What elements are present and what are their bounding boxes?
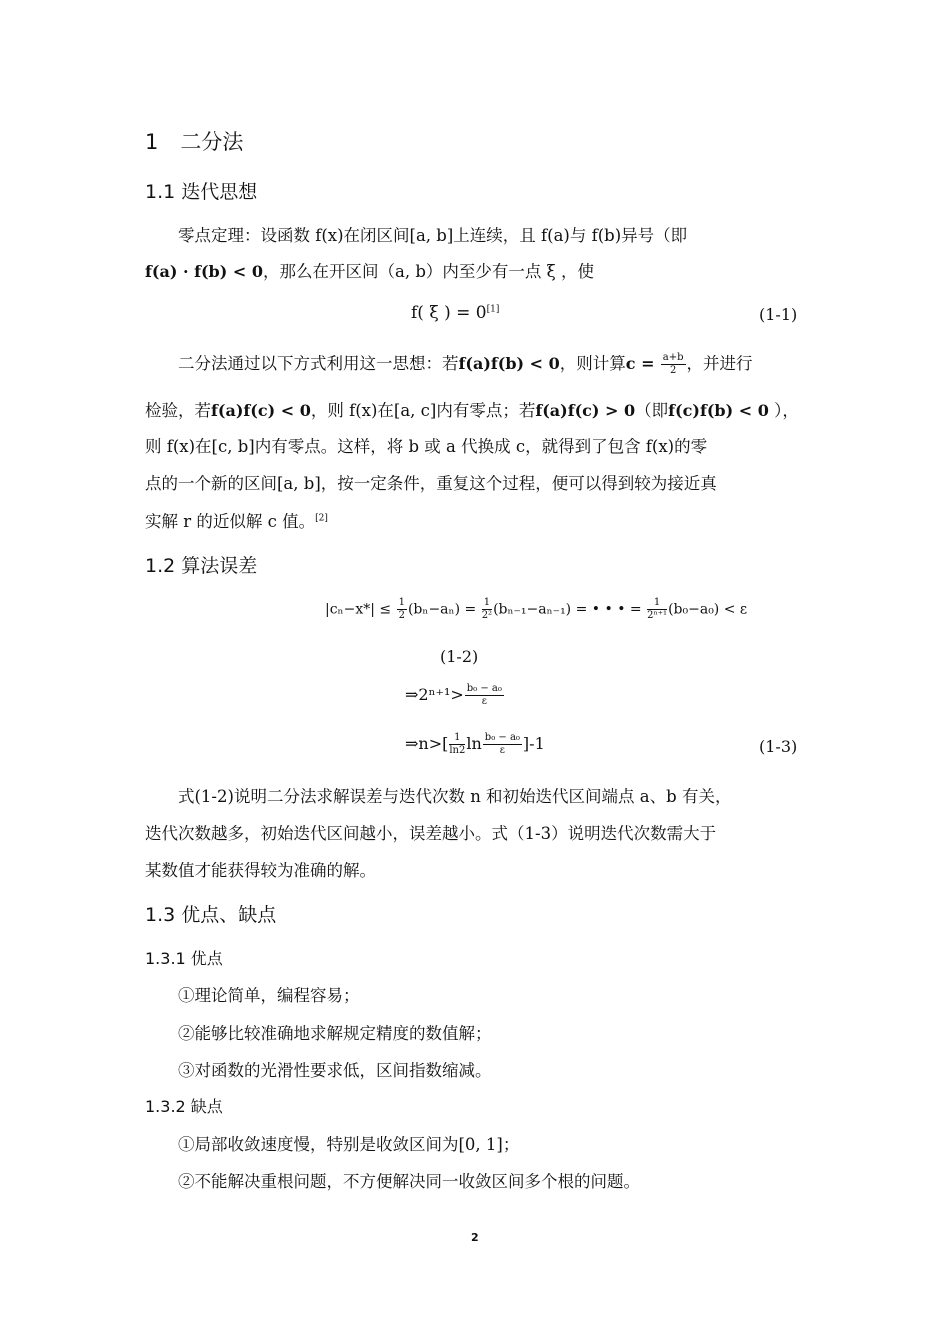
equation-part: ⇒n>[ xyxy=(405,734,449,753)
fraction xyxy=(465,684,504,707)
subsection-heading-1-2: 1.2 算法误差 xyxy=(145,555,258,577)
inline-math: f(a)f(c) < 0 xyxy=(211,401,311,420)
fraction-denominator: ε xyxy=(481,696,487,707)
text-run: 检验，若 xyxy=(145,401,211,420)
subsubsection-heading-1-3-2: 1.3.2 缺点 xyxy=(145,1097,223,1116)
text-run: ）， xyxy=(768,401,799,420)
subsection-heading-1-1: 1.1 迭代思想 xyxy=(145,181,258,203)
citation-ref: [1] xyxy=(486,304,500,315)
inline-math: f(a)f(c) > 0 xyxy=(535,401,636,420)
inline-math: c = xyxy=(625,354,655,373)
equation-number: (1-3) xyxy=(759,737,798,756)
page-number: 2 xyxy=(471,1231,479,1244)
paragraph-line: 式(1-2)说明二分法求解误差与迭代次数 n 和初始迭代区间端点 a、b 有关， xyxy=(178,787,732,806)
fraction xyxy=(449,733,465,756)
equation-number: (1-1) xyxy=(759,305,798,324)
fraction-numerator: b₀ − a₀ xyxy=(466,683,502,694)
fraction-numerator: 1 xyxy=(647,598,667,610)
fraction-numerator: 1 xyxy=(483,597,491,608)
subsubsection-heading-1-3-1: 1.3.1 优点 xyxy=(145,949,223,968)
equation-part: ln xyxy=(466,734,482,753)
equation-1-3 xyxy=(405,733,545,756)
equation-part: (bₙ−aₙ) = xyxy=(407,601,477,618)
text-run: ，那么在开区间（a, b）内至少有一点 ξ ，使 xyxy=(263,262,594,281)
text-run: ，则 f(x)在[a, c]内有零点；若 xyxy=(310,401,536,420)
fraction-numerator: 1 xyxy=(449,733,465,745)
text-run: ，并进行 xyxy=(686,354,753,373)
text-run: （即 xyxy=(635,401,669,420)
fraction-denominator: 2 xyxy=(398,610,405,621)
paragraph-line xyxy=(145,508,328,532)
fraction xyxy=(397,598,407,621)
fraction-numerator: b₀ − a₀ xyxy=(484,732,520,743)
paragraph-line: 零点定理：设函数 f(x)在闭区间[a, b]上连续，且 f(a)与 f(b)异号（即 xyxy=(178,226,688,245)
fraction xyxy=(483,733,522,756)
fraction-denominator: 2² xyxy=(481,610,493,621)
fraction xyxy=(661,353,686,376)
list-item: ②不能解决重根问题，不方便解决同一收敛区间多个根的问题。 xyxy=(178,1172,640,1191)
subsection-heading-1-3: 1.3 优点、缺点 xyxy=(145,904,277,926)
paragraph-line xyxy=(145,258,594,282)
fraction-numerator: a+b xyxy=(662,352,684,363)
text-run: 二分法通过以下方式利用这一思想：若 xyxy=(178,354,459,373)
equation-part: ⇒2ⁿ⁺¹> xyxy=(405,685,464,704)
text-run: ，则计算 xyxy=(559,354,626,373)
list-item: ③对函数的光滑性要求低，区间指数缩减。 xyxy=(178,1061,492,1080)
equation-number: (1-2) xyxy=(440,647,479,666)
equation-body: f( ξ ) = 0 xyxy=(411,303,487,323)
fraction xyxy=(482,598,492,621)
paragraph-line: 迭代次数越多，初始迭代区间越小，误差越小。式（1-3）说明迭代次数需大于 xyxy=(145,824,717,843)
inline-math: f(a)f(b) < 0 xyxy=(458,354,560,373)
paragraph-line: 某数值才能获得较为准确的解。 xyxy=(145,861,376,880)
fraction-numerator: 1 xyxy=(398,597,405,608)
fraction-denominator: 2 xyxy=(669,365,677,376)
fraction-denominator: 2ⁿ⁺¹ xyxy=(647,610,668,621)
paragraph-line: 点的一个新的区间[a, b]，按一定条件，重复这个过程，便可以得到较为接近真 xyxy=(145,474,717,493)
equation-part: (bₙ₋₁−aₙ₋₁) = • • • = xyxy=(493,601,642,618)
list-item: ①理论简单，编程容易； xyxy=(178,986,360,1005)
inline-math: f(a) · f(b) < 0 xyxy=(145,262,263,281)
equation-1-2 xyxy=(325,598,747,621)
paragraph-line xyxy=(145,397,799,421)
equation-part: ]-1 xyxy=(522,734,545,753)
equation-bound xyxy=(405,684,505,707)
equation-part: |cₙ−x*| ≤ xyxy=(325,601,392,618)
section-number: 1 xyxy=(145,130,159,154)
fraction-denominator: ε xyxy=(499,745,505,756)
text-run: 实解 r 的近似解 c 值。 xyxy=(145,512,316,531)
citation-ref: [2] xyxy=(315,513,328,524)
section-heading xyxy=(145,126,243,156)
paragraph-line xyxy=(178,350,753,376)
list-item: ①局部收敛速度慢，特别是收敛区间为[0, 1]； xyxy=(178,1135,520,1154)
equation-1-1 xyxy=(411,303,499,323)
fraction-denominator: ln2 xyxy=(449,745,466,756)
list-item: ②能够比较准确地求解规定精度的数值解； xyxy=(178,1024,492,1043)
fraction xyxy=(647,598,667,621)
inline-math: f(c)f(b) < 0 xyxy=(668,401,769,420)
equation-part: (b₀−a₀) < ε xyxy=(668,601,748,618)
paragraph-line: 则 f(x)在[c, b]内有零点。这样，将 b 或 a 代换成 c，就得到了包含 f(x)的零 xyxy=(145,437,708,456)
section-title: 二分法 xyxy=(180,130,244,154)
